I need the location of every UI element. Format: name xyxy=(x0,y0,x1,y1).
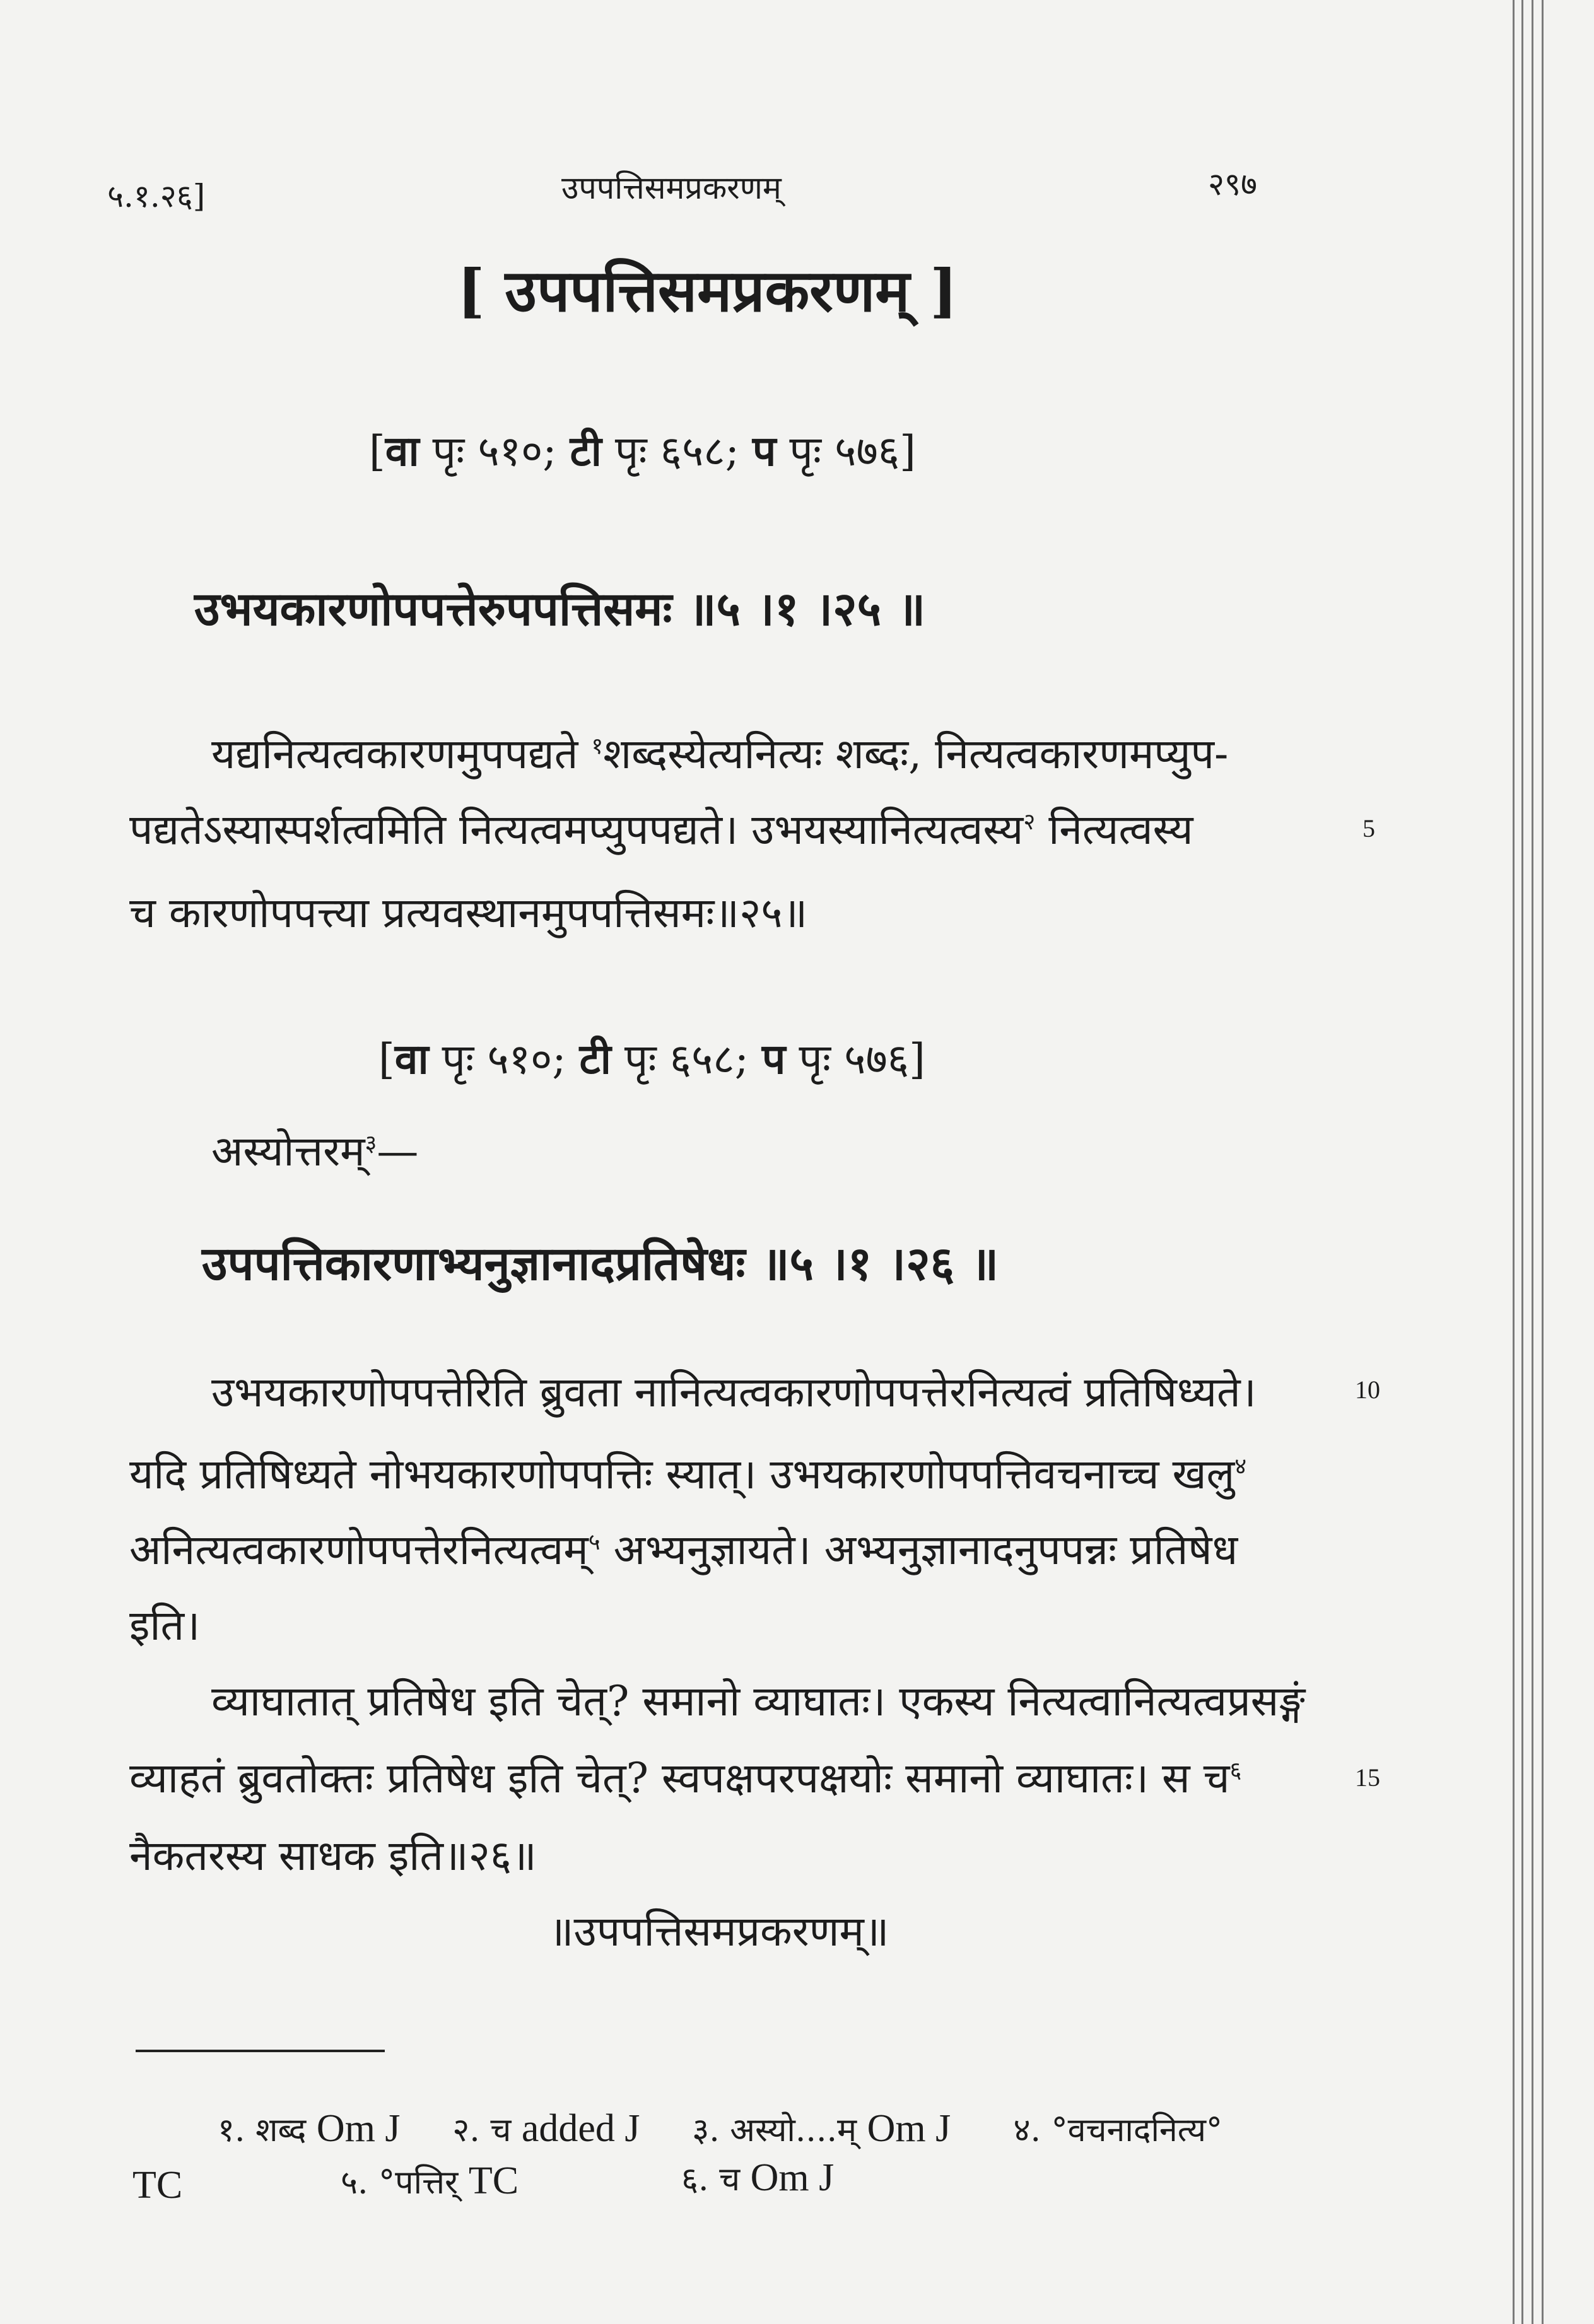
footnote-5: ५. °पत्तिर् TC xyxy=(341,2159,519,2202)
paragraph-2-line-2: यदि प्रतिषिध्यते नोभयकारणोपपत्तिः स्यात्। उभयकारणोपपत्तिवचनाच्च खलु$^४$ xyxy=(129,1450,1247,1498)
footnote-rule xyxy=(136,2050,385,2052)
binding-edge-line xyxy=(1521,0,1523,2324)
paragraph-3-line-1: व्याघातात् प्रतिषेध इति चेत्? समानो व्याघातः। एकस्य नित्यत्वानित्यत्वप्रसङ्गं xyxy=(211,1677,1306,1725)
footnote-3: ३. अस्यो....म् Om J xyxy=(692,2107,951,2150)
line-number-15: 15 xyxy=(1355,1763,1380,1792)
paragraph-2-line-1: उभयकारणोपपत्तेरिति ब्रुवता नानित्यत्वकारणोपपत्तेरनित्यत्वं प्रतिषिध्यते। xyxy=(211,1368,1257,1416)
footnote-4: ४. °वचनादनित्य° xyxy=(1013,2111,1223,2149)
reference-line-1: [वा पृः ५१०; टी पृः ६५८; प पृः ५७६] xyxy=(369,426,916,476)
binding-edge-line xyxy=(1542,0,1544,2324)
header-section-ref: ५.१.२६] xyxy=(107,178,206,214)
paragraph-2-line-4: इति। xyxy=(129,1601,201,1650)
line-number-5: 5 xyxy=(1363,814,1375,843)
paragraph-1-line-1: यद्यनित्यत्वकारणमुपपद्यते $^१$शब्दस्येत्यनित्यः शब्दः, नित्यत्वकारणमप्युप- xyxy=(211,730,1229,778)
section-closing: ॥उपपत्तिसमप्रकरणम्॥ xyxy=(549,1907,889,1956)
sutra-26: उपपत्तिकारणाभ्यनुज्ञानादप्रतिषेधः ॥५ ।१ ।२६ ॥ xyxy=(202,1237,999,1291)
footnote-line-1 xyxy=(218,2106,1222,2151)
paragraph-1-line-3: च कारणोपपत्त्या प्रत्यवस्थानमुपपत्तिसमः॥२५॥ xyxy=(129,889,808,937)
header-page-number: २९७ xyxy=(1208,166,1257,202)
footnote-2: २. च added J xyxy=(452,2107,640,2150)
header-running-title: उपपत्तिसमप्रकरणम् xyxy=(561,170,782,206)
answer-intro: अस्योत्तरम्$^३$— xyxy=(211,1127,419,1176)
footnote-line-2 xyxy=(132,2163,182,2208)
paragraph-3-line-2: व्याहतं ब्रुवतोक्तः प्रतिषेध इति चेत्? स्वपक्षपरपक्षयोः समानो व्याघातः। स च$^६$ xyxy=(129,1754,1242,1802)
binding-edge-line xyxy=(1513,0,1515,2324)
paragraph-2-line-3: अनित्यत्वकारणोपपत्तेरनित्यत्वम्$^५$ अभ्यनुज्ञायते। अभ्यनुज्ञानादनुपपन्नः प्रतिषेध xyxy=(129,1526,1238,1574)
sutra-25: उभयकारणोपपत्तेरुपपत्तिसमः ॥५ ।१ ।२५ ॥ xyxy=(194,582,926,636)
paragraph-1-line-2: पद्यतेऽस्यास्पर्शत्वमिति नित्यत्वमप्युपपद्यते। उभयस्यानित्यत्वस्य$^२$ नित्यत्वस्य xyxy=(129,805,1193,854)
reference-line-2: [वा पृः ५१०; टी पृः ६५८; प पृः ५७६] xyxy=(378,1034,925,1083)
line-number-10: 10 xyxy=(1355,1375,1380,1404)
footnote-1: १. शब्द Om J xyxy=(218,2107,401,2150)
footnote-4-note: TC xyxy=(132,2164,183,2207)
section-title: [ उपपत्तिसमप्रकरणम् ] xyxy=(457,257,958,325)
binding-edge-line xyxy=(1532,0,1533,2324)
paragraph-3-line-3: नैकतरस्य साधक इति॥२६॥ xyxy=(129,1831,537,1880)
footnote-6: ६. च Om J xyxy=(681,2156,835,2199)
